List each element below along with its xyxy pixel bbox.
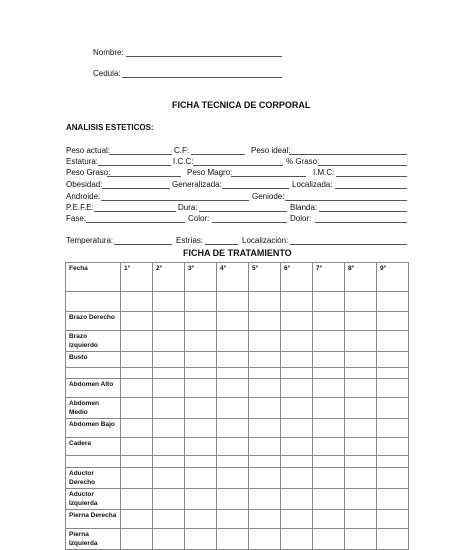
- table-cell[interactable]: [313, 352, 345, 368]
- table-cell[interactable]: [217, 438, 249, 456]
- table-cell[interactable]: [185, 419, 217, 438]
- nombre-line[interactable]: [126, 56, 282, 57]
- table-cell[interactable]: [313, 438, 345, 456]
- table-cell[interactable]: [249, 468, 281, 489]
- table-cell[interactable]: [313, 331, 345, 352]
- table-cell[interactable]: [377, 489, 409, 510]
- peso-magro-line[interactable]: [231, 176, 306, 177]
- table-cell[interactable]: [345, 292, 377, 312]
- row-label: [66, 368, 121, 379]
- fase-label: Fase:: [66, 214, 87, 223]
- table-cell[interactable]: [217, 419, 249, 438]
- table-cell[interactable]: [377, 292, 409, 312]
- table-cell[interactable]: [281, 438, 313, 456]
- estrias-line[interactable]: [205, 244, 238, 245]
- table-cell[interactable]: [249, 419, 281, 438]
- table-row: [66, 352, 409, 368]
- estatura-line[interactable]: [98, 165, 171, 166]
- table-cell[interactable]: [217, 489, 249, 510]
- table-cell[interactable]: [313, 468, 345, 489]
- table-cell[interactable]: [281, 529, 313, 550]
- row-label: [66, 292, 121, 312]
- table-cell[interactable]: [185, 398, 217, 419]
- localizada-label: Localizada:: [292, 180, 333, 189]
- table-cell[interactable]: [377, 438, 409, 456]
- table-row: [66, 529, 409, 550]
- table-cell[interactable]: [377, 529, 409, 550]
- pefe-line[interactable]: [94, 211, 176, 212]
- table-cell[interactable]: [185, 292, 217, 312]
- obesidad-label: Obesidad:: [66, 180, 103, 189]
- table-title: FICHA DE TRATAMIENTO: [183, 248, 292, 258]
- row-label: Brazo Derecho: [66, 312, 121, 331]
- table-cell[interactable]: [345, 352, 377, 368]
- row-label: Brazo Izquierdo: [66, 331, 121, 352]
- color-label: Color:: [188, 214, 210, 223]
- table-cell[interactable]: [153, 529, 185, 550]
- table-cell[interactable]: [217, 398, 249, 419]
- table-cell[interactable]: [121, 352, 153, 368]
- table-header-cell: 8°: [345, 263, 377, 292]
- cedula-line[interactable]: [122, 77, 282, 78]
- obesidad-line[interactable]: [102, 188, 170, 189]
- table-cell[interactable]: [313, 379, 345, 398]
- table-cell[interactable]: [313, 489, 345, 510]
- table-header-cell: 4°: [217, 263, 249, 292]
- table-cell[interactable]: [185, 510, 217, 529]
- icc-line[interactable]: [193, 165, 283, 166]
- row-label: Abdomen Medio: [66, 398, 121, 419]
- table-row: [66, 456, 409, 468]
- table-cell[interactable]: [153, 419, 185, 438]
- table-header-cell: 1°: [121, 263, 153, 292]
- geniode-label: Geniode:: [252, 192, 285, 201]
- table-cell[interactable]: [121, 489, 153, 510]
- table-cell[interactable]: [153, 368, 185, 379]
- table-cell[interactable]: [249, 331, 281, 352]
- row-label: Busto: [66, 352, 121, 368]
- table-cell[interactable]: [153, 331, 185, 352]
- peso-ideal-label: Peso ideal:: [251, 146, 291, 155]
- pct-graso-line[interactable]: [318, 165, 407, 166]
- geniode-line[interactable]: [285, 200, 407, 201]
- table-cell[interactable]: [121, 368, 153, 379]
- peso-graso-label: Peso Graso:: [66, 168, 111, 177]
- table-cell[interactable]: [153, 398, 185, 419]
- table-cell[interactable]: [377, 456, 409, 468]
- table-cell[interactable]: [377, 510, 409, 529]
- table-cell[interactable]: [377, 468, 409, 489]
- table-cell[interactable]: [345, 331, 377, 352]
- table-row: [66, 419, 409, 438]
- table-row: [66, 292, 409, 312]
- table-cell[interactable]: [185, 379, 217, 398]
- icc-label: I.C.C:: [173, 157, 194, 166]
- table-cell[interactable]: [281, 331, 313, 352]
- table-cell[interactable]: [313, 456, 345, 468]
- localizacion-label: Localización:: [242, 236, 289, 245]
- table-cell[interactable]: [281, 510, 313, 529]
- dolor-label: Dolor:: [290, 214, 312, 223]
- cf-line[interactable]: [191, 154, 245, 155]
- table-cell[interactable]: [249, 398, 281, 419]
- table-cell[interactable]: [313, 419, 345, 438]
- table-row: [66, 331, 409, 352]
- table-cell[interactable]: [121, 379, 153, 398]
- cedula-label: Cedula:: [93, 69, 121, 78]
- table-cell[interactable]: [281, 419, 313, 438]
- table-cell[interactable]: [281, 368, 313, 379]
- table-cell[interactable]: [153, 312, 185, 331]
- table-header-cell: 3°: [185, 263, 217, 292]
- table-cell[interactable]: [377, 398, 409, 419]
- localizacion-line[interactable]: [290, 244, 407, 245]
- table-cell[interactable]: [313, 398, 345, 419]
- blanda-label: Blanda:: [290, 203, 318, 212]
- table-cell[interactable]: [121, 529, 153, 550]
- table-cell[interactable]: [281, 398, 313, 419]
- temperatura-line[interactable]: [114, 244, 172, 245]
- table-header-cell: Fecha: [66, 263, 121, 292]
- imc-label: I.M.C:: [313, 168, 335, 177]
- table-cell[interactable]: [249, 352, 281, 368]
- table-header-cell: 5°: [249, 263, 281, 292]
- table-header-cell: 2°: [153, 263, 185, 292]
- dura-line[interactable]: [199, 211, 287, 212]
- table-cell[interactable]: [313, 292, 345, 312]
- peso-actual-label: Peso actual:: [66, 146, 111, 155]
- table-row: [66, 312, 409, 331]
- table-cell[interactable]: [249, 312, 281, 331]
- table-cell[interactable]: [345, 438, 377, 456]
- row-label: Abdomen Bajo: [66, 419, 121, 438]
- table-cell[interactable]: [377, 379, 409, 398]
- imc-line[interactable]: [336, 176, 407, 177]
- pct-graso-label: % Graso:: [286, 157, 320, 166]
- androide-line[interactable]: [101, 200, 249, 201]
- blanda-line[interactable]: [319, 211, 407, 212]
- table-cell[interactable]: [313, 368, 345, 379]
- estatura-label: Estatura:: [66, 157, 99, 166]
- table-cell[interactable]: [121, 398, 153, 419]
- fase-line[interactable]: [86, 222, 185, 223]
- table-cell[interactable]: [185, 468, 217, 489]
- table-cell[interactable]: [345, 419, 377, 438]
- generalizada-line[interactable]: [222, 188, 289, 189]
- dolor-line[interactable]: [315, 222, 407, 223]
- table-cell[interactable]: [345, 468, 377, 489]
- table-cell[interactable]: [153, 510, 185, 529]
- table-cell[interactable]: [185, 489, 217, 510]
- table-cell[interactable]: [249, 489, 281, 510]
- row-label: Aductor Derecho: [66, 468, 121, 489]
- table-cell[interactable]: [249, 292, 281, 312]
- table-cell[interactable]: [217, 312, 249, 331]
- table-cell[interactable]: [153, 379, 185, 398]
- table-cell[interactable]: [345, 489, 377, 510]
- table-cell[interactable]: [281, 489, 313, 510]
- table-cell[interactable]: [377, 419, 409, 438]
- table-cell[interactable]: [185, 331, 217, 352]
- table-cell[interactable]: [249, 379, 281, 398]
- table-cell[interactable]: [121, 312, 153, 331]
- table-cell[interactable]: [121, 456, 153, 468]
- table-row: [66, 510, 409, 529]
- row-label: Cadera: [66, 438, 121, 456]
- document-title: FICHA TECNICA DE CORPORAL: [172, 100, 311, 110]
- table-cell[interactable]: [153, 468, 185, 489]
- table-cell[interactable]: [153, 489, 185, 510]
- cf-label: C.F:: [174, 146, 190, 155]
- table-cell[interactable]: [217, 456, 249, 468]
- table-cell[interactable]: [121, 468, 153, 489]
- color-line[interactable]: [212, 222, 287, 223]
- table-cell[interactable]: [185, 456, 217, 468]
- peso-ideal-line[interactable]: [289, 154, 407, 155]
- table-cell[interactable]: [249, 438, 281, 456]
- peso-graso-line[interactable]: [107, 176, 181, 177]
- table-cell[interactable]: [345, 398, 377, 419]
- treatment-table: [65, 262, 409, 550]
- table-row: [66, 368, 409, 379]
- table-cell[interactable]: [345, 456, 377, 468]
- table-cell[interactable]: [249, 510, 281, 529]
- table-cell[interactable]: [153, 292, 185, 312]
- table-cell[interactable]: [217, 510, 249, 529]
- row-label: Pierna Derecha: [66, 510, 121, 529]
- table-cell[interactable]: [121, 292, 153, 312]
- table-header-cell: 7°: [313, 263, 345, 292]
- table-row: [66, 438, 409, 456]
- table-cell[interactable]: [313, 312, 345, 331]
- table-cell[interactable]: [153, 456, 185, 468]
- table-header-row: [66, 263, 409, 292]
- analisis-label: ANALISIS ESTETICOS:: [66, 123, 154, 132]
- table-row: [66, 398, 409, 419]
- table-row: [66, 379, 409, 398]
- table-cell[interactable]: [281, 312, 313, 331]
- dura-label: Dura:: [178, 203, 198, 212]
- table-cell[interactable]: [281, 468, 313, 489]
- table-cell[interactable]: [281, 456, 313, 468]
- pefe-label: P.E.F.E:: [66, 203, 94, 212]
- table-cell[interactable]: [345, 379, 377, 398]
- table-cell[interactable]: [217, 331, 249, 352]
- table-cell[interactable]: [377, 368, 409, 379]
- table-cell[interactable]: [345, 312, 377, 331]
- table-cell[interactable]: [217, 352, 249, 368]
- estrias-label: Estrías:: [176, 236, 204, 245]
- temperatura-label: Temperatura:: [66, 236, 114, 245]
- table-cell[interactable]: [313, 529, 345, 550]
- row-label: Abdomen Alto: [66, 379, 121, 398]
- table-cell[interactable]: [313, 510, 345, 529]
- table-cell[interactable]: [185, 438, 217, 456]
- table-cell[interactable]: [377, 352, 409, 368]
- table-cell[interactable]: [345, 368, 377, 379]
- table-row: [66, 489, 409, 510]
- table-cell[interactable]: [185, 368, 217, 379]
- table-cell[interactable]: [217, 368, 249, 379]
- table-cell[interactable]: [153, 438, 185, 456]
- row-label: Aductor Izquierda: [66, 489, 121, 510]
- table-cell[interactable]: [121, 438, 153, 456]
- generalizada-label: Generalizada:: [172, 180, 222, 189]
- table-header-cell: 6°: [281, 263, 313, 292]
- table-cell[interactable]: [345, 510, 377, 529]
- peso-actual-line[interactable]: [109, 154, 172, 155]
- table-cell[interactable]: [185, 352, 217, 368]
- table-cell[interactable]: [345, 529, 377, 550]
- table-cell[interactable]: [249, 456, 281, 468]
- row-label: [66, 456, 121, 468]
- androide-label: Androide:: [66, 192, 101, 201]
- nombre-label: Nombre:: [93, 48, 124, 57]
- table-cell[interactable]: [281, 352, 313, 368]
- table-cell[interactable]: [217, 468, 249, 489]
- table-cell[interactable]: [249, 529, 281, 550]
- table-cell[interactable]: [185, 312, 217, 331]
- table-row: [66, 468, 409, 489]
- table-header-cell: 9°: [377, 263, 409, 292]
- table-cell[interactable]: [281, 292, 313, 312]
- table-cell[interactable]: [121, 419, 153, 438]
- table-cell[interactable]: [377, 331, 409, 352]
- table-cell[interactable]: [281, 379, 313, 398]
- table-cell[interactable]: [153, 352, 185, 368]
- peso-magro-label: Peso Magro:: [187, 168, 233, 177]
- table-cell[interactable]: [249, 368, 281, 379]
- table-cell[interactable]: [185, 529, 217, 550]
- table-cell[interactable]: [217, 379, 249, 398]
- localizada-line[interactable]: [335, 188, 407, 189]
- table-cell[interactable]: [377, 312, 409, 331]
- table-cell[interactable]: [121, 331, 153, 352]
- row-label: Pierna Izquierda: [66, 529, 121, 550]
- table-cell[interactable]: [217, 292, 249, 312]
- table-cell[interactable]: [217, 529, 249, 550]
- table-cell[interactable]: [121, 510, 153, 529]
